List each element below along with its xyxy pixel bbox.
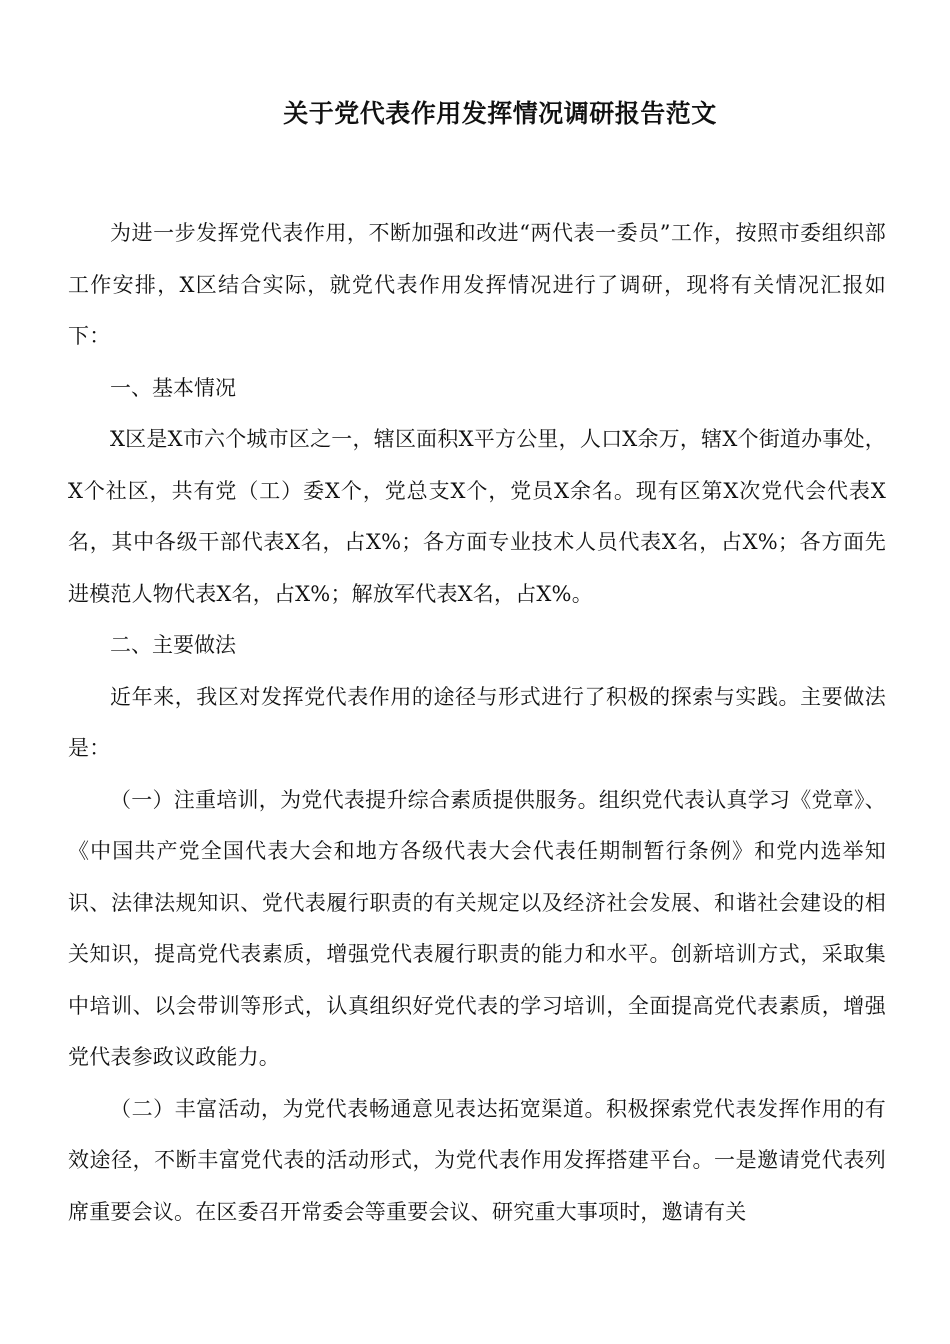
practice-one-paragraph: （一）注重培训，为党代表提升综合素质提供服务。组织党代表认真学习《党章》、《中国共产党全国代表大会和地方各级代表大会代表任期制暂行条例》和党内选举知识、法律法规知识、党代表履行职责的有关规定以及经济社会发展、和谐社会建设的相关知识，提高党代表素质，增强党代表履行职责的能力和水平。创新培训方式，采取集中培训、以会带训等形式，认真组织好党代表的学习培训，全面提高党代表素质，增强党代表参政议政能力。: [68, 787, 886, 1069]
intro-paragraph: 为进一步发挥党代表作用，不断加强和改进“两代表一委员”工作，按照市委组织部工作安排，X区结合实际，就党代表作用发挥情况进行了调研，现将有关情况汇报如下：: [68, 221, 886, 348]
basic-situation-paragraph: X区是X市六个城市区之一，辖区面积X平方公里，人口X余万，辖X个街道办事处，X个社区，共有党（工）委X个，党总支X个，党员X余名。现有区第X次党代会代表X名，其中各级干部代表X名，占X%；各方面专业技术人员代表X名，占X%；各方面先进模范人物代表X名，占X%；解放军代表X名，占X%。: [68, 427, 886, 606]
document-title: 关于党代表作用发挥情况调研报告范文: [283, 99, 717, 128]
section-heading-main-practices: 二、主要做法: [110, 633, 236, 657]
practice-two-paragraph: （二）丰富活动，为党代表畅通意见表达拓宽渠道。积极探索党代表发挥作用的有效途径，不断丰富党代表的活动形式，为党代表作用发挥搭建平台。一是邀请党代表列席重要会议。在区委召开常委会等重要会议、研究重大事项时，邀请有关: [68, 1096, 886, 1224]
document-body: [68, 208, 886, 1238]
main-practices-intro-paragraph: 近年来，我区对发挥党代表作用的途径与形式进行了积极的探索与实践。主要做法是：: [68, 684, 886, 760]
section-heading-basic-situation: 一、基本情况: [110, 375, 236, 400]
